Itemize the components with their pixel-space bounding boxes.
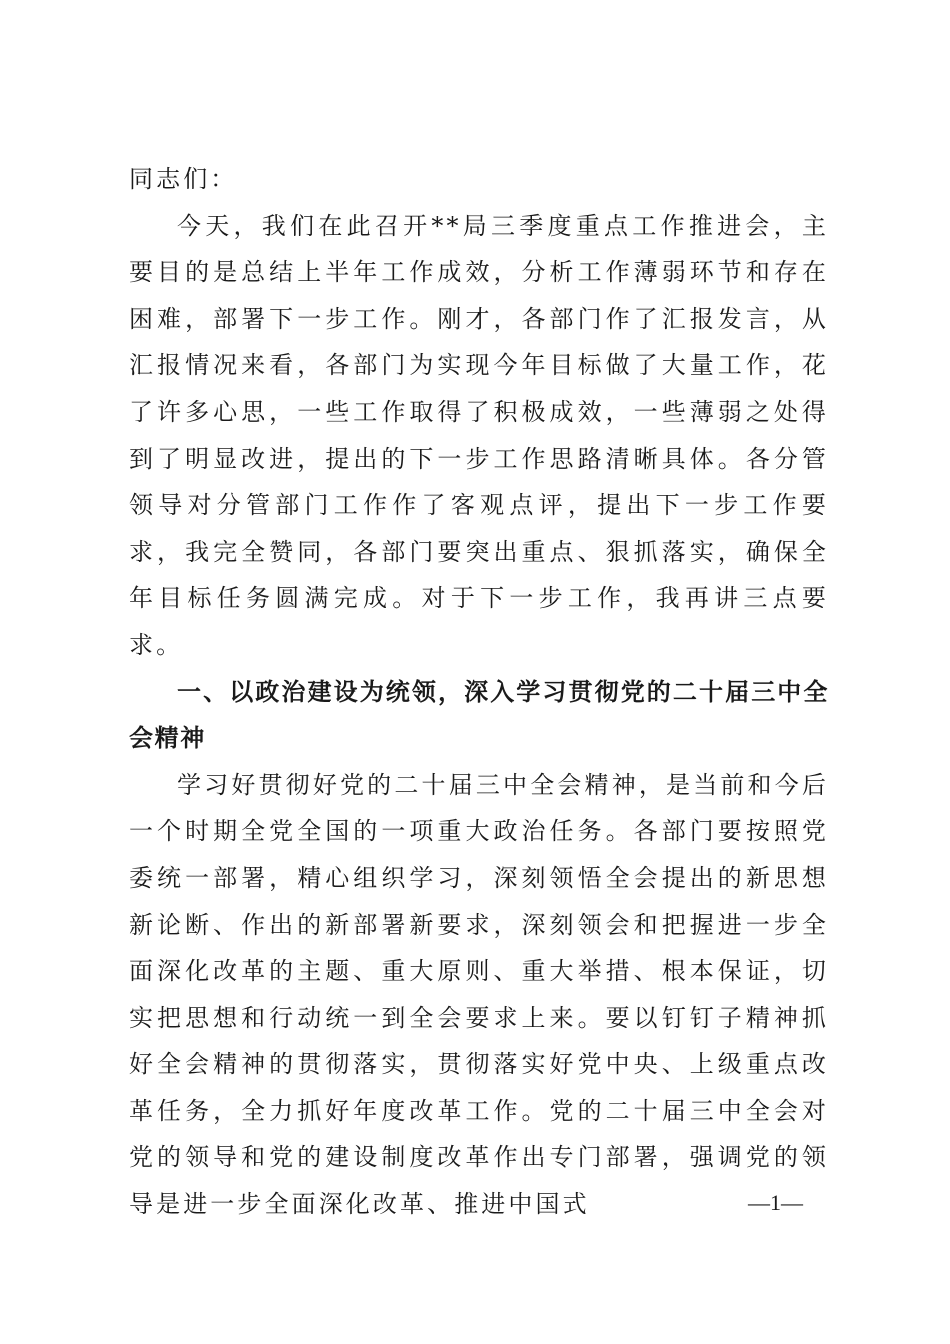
- salutation: 同志们：: [129, 165, 238, 193]
- document-body: [129, 156, 829, 1228]
- paragraph-section-1: 学习好贯彻好党的二十届三中全会精神，是当前和今后一个时期全党全国的一项重大政治任务。各部门要按照党委统一部署，精心组织学习，深刻领悟全会提出的新思想新论断、作出的新部署新要求，深刻领会和把握进一步全面深化改革的主题、重大原则、重大举措、根本保证，切实把思想和行动统一到全会要求上来。要以钉钉子精神抓好全会精神的贯彻落实，贯彻落实好党中央、上级重点改革任务，全力抓好年度改革工作。党的二十届三中全会对党的领导和党的建设制度改革作出专门部署，强调党的领导是进一步全面深化改革、推进中国式: [129, 770, 829, 1219]
- page-number: —1—: [748, 1190, 803, 1215]
- paragraph-intro: 今天，我们在此召开**局三季度重点工作推进会，主要目的是总结上半年工作成效，分析工作薄弱环节和存在困难，部署下一步工作。刚才，各部门作了汇报发言，从汇报情况来看，各部门为实现今年目标做了大量工作，花了许多心思，一些工作取得了积极成效，一些薄弱之处得到了明显改进，提出的下一步工作思路清晰具体。各分管领导对分管部门工作作了客观点评，提出下一步工作要求，我完全赞同，各部门要突出重点、狠抓落实，确保全年目标任务圆满完成。对于下一步工作，我再讲三点要求。: [129, 211, 829, 659]
- section-heading-1: 一、以政治建设为统领，深入学习贯彻党的二十届三中全会精神: [129, 677, 829, 753]
